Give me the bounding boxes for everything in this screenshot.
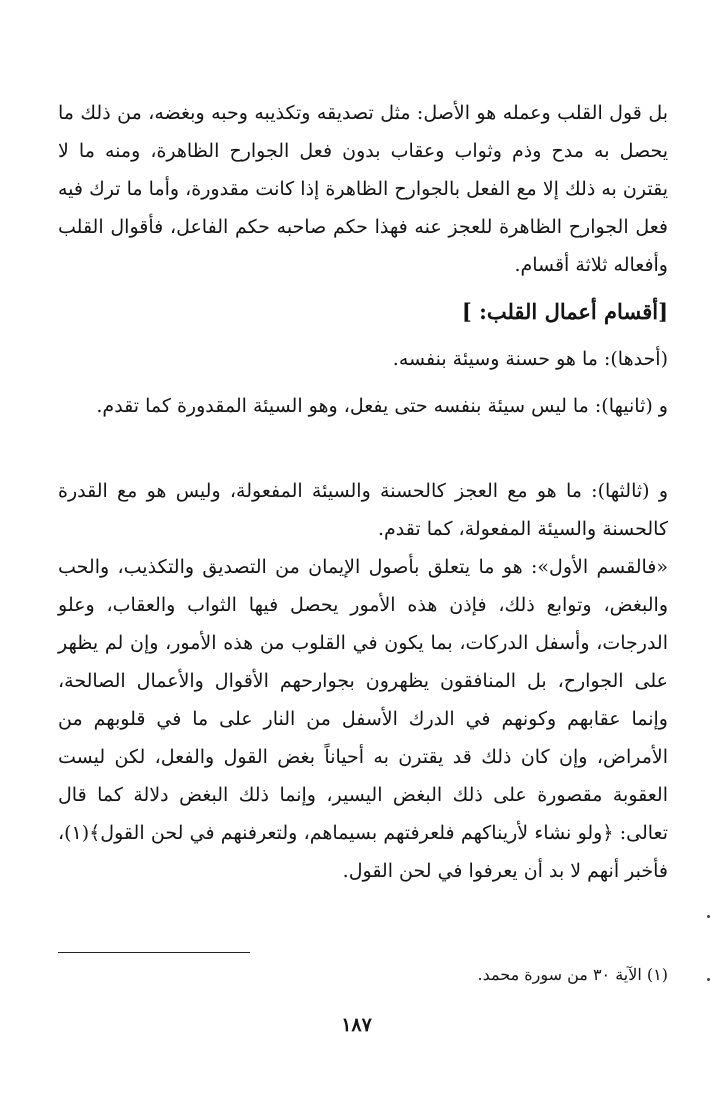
paragraph-first-type: (أحدها): ما هو حسنة وسيئة بنفسه.: [392, 348, 668, 370]
paragraph-first-section: «فالقسم الأول»: هو ما يتعلق بأصول الإيمان من التصديق والتكذيب، والحب والبغض، وتوابع ذلك، فإذن هذه الأمور يحصل فيها الثواب والعقاب، وعلو الدرجات، وأسفل الدركات، بما يكون في القلوب من هذه الأمور، وإن لم يظهر على الجوارح، بل المنافقون يظهرون بجوارحهم الأقوال والأعمال الصالحة، وإنما عقابهم وكونهم في الدرك الأسفل من النار على ما في قلوبهم من الأمراض، وإن كان ذلك قد يقترن به أحياناً بغض القول والفعل، لكن ليست العقوبة مقصورة على ذلك البغض اليسير، وإنما ذلك البغض دلالة كما قال تعالى: ﴿ولو نشاء لأريناكهم فلعرفتهم بسيماهم، ولتعرفنهم في لحن القول﴾(١)، فأخبر أنهم لا بد أن يعرفوا في لحن القول.: [58, 556, 668, 882]
page-number: ١٨٧: [341, 1014, 372, 1036]
paragraph-second-type: و (ثانيها): ما ليس سيئة بنفسه حتى يفعل، وهو السيئة المقدورة كما تقدم.: [96, 395, 668, 417]
paragraph-intro: بل قول القلب وعمله هو الأصل: مثل تصديقه وتكذيبه وحبه وبغضه، من ذلك ما يحصل به مدح وذم وثواب وعقاب بدون فعل الجوارح الظاهرة، ومنه ما لا يقترن به ذلك إلا مع الفعل بالجوارح الظاهرة إذا كانت مقدورة، وأما ما ترك فيه فعل الجوارح الظاهرة للعجز عنه فهذا حكم صاحبه حكم الفاعل، فأقوال القلب وأفعاله ثلاثة أقسام.: [58, 102, 668, 276]
paragraph-third-type: و (ثالثها): ما هو مع العجز كالحسنة والسيئة المفعولة، وليس هو مع القدرة كالحسنة والسيئة المفعولة، كما تقدم.: [58, 480, 668, 540]
footnote-divider: [58, 952, 250, 953]
margin-mark: [707, 915, 710, 918]
footnote: (١) الآية ٣٠ من سورة محمد.: [477, 965, 668, 984]
section-heading: [أقسام أعمال القلب: ]: [461, 299, 668, 324]
margin-mark: [707, 978, 710, 981]
